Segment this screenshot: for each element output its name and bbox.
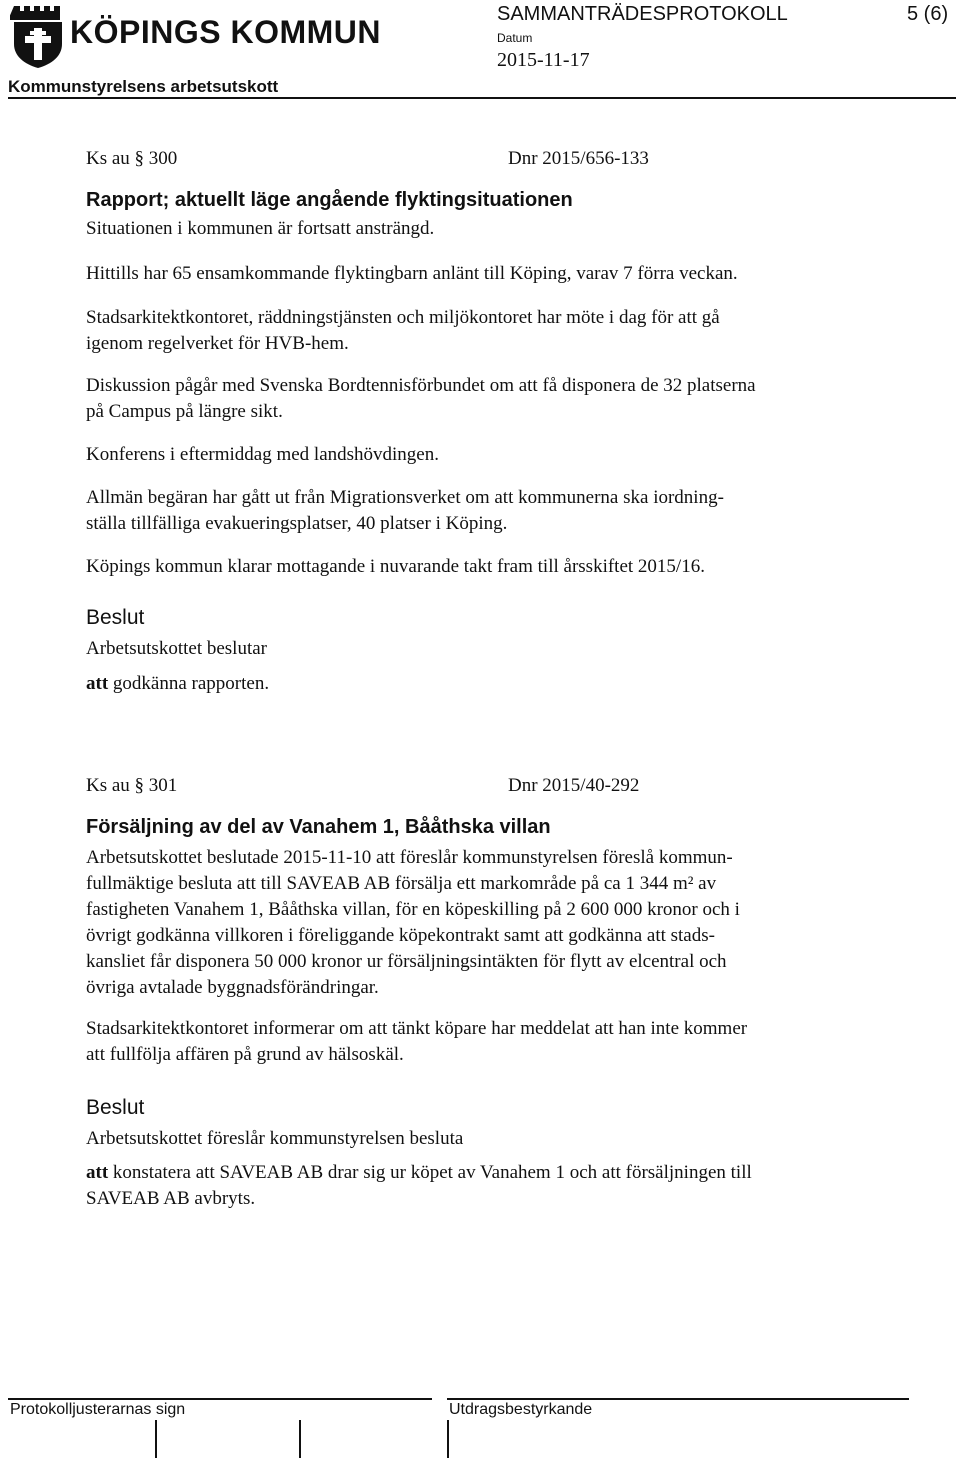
case-paragraph	[86, 261, 886, 287]
committee-name: Kommunstyrelsens arbetsutskott	[8, 77, 279, 96]
text-line: att fullfölja affären på grund av hälsoskäl.	[86, 1044, 404, 1065]
text-line: på Campus på längre sikt.	[86, 401, 283, 422]
text-line: övrigt godkänna villkoren i föreliggande köpekontrakt samt att godkänna att stads-	[86, 925, 715, 946]
header-divider	[8, 97, 956, 99]
text-line: Arbetsutskottet beslutade 2015-11-10 att föreslår kommunstyrelsen föreslå kommun-	[86, 847, 733, 868]
signature-box-divider	[447, 1420, 449, 1458]
case-paragraph	[86, 216, 886, 242]
case-paragraph	[86, 485, 886, 537]
signature-box-divider	[299, 1420, 301, 1458]
date-label: Datum	[497, 31, 533, 45]
text-line: Konferens i eftermiddag med landshövdingen.	[86, 444, 439, 465]
signature-box-divider	[155, 1420, 157, 1458]
date-value: 2015-11-17	[497, 49, 590, 71]
text-line: Köpings kommun klarar mottagande i nuvarande takt fram till årsskiftet 2015/16.	[86, 556, 705, 577]
case-dnr: Dnr 2015/656-133	[508, 148, 649, 169]
text-line: övriga avtalade byggnadsförändringar.	[86, 977, 379, 998]
text-line: ställa tillfälliga evakueringsplatser, 40 platser i Köping.	[86, 513, 508, 534]
text-line: Situationen i kommunen är fortsatt ansträngd.	[86, 218, 435, 239]
case-paragraph	[86, 845, 886, 1001]
page-number: 5 (6)	[907, 3, 949, 25]
text-line: Stadsarkitektkontoret informerar om att tänkt köpare har meddelat att han inte kommer	[86, 1018, 748, 1039]
text-line: Allmän begäran har gått ut från Migrationsverket om att kommunerna ska iordning-	[86, 487, 724, 508]
signature-label: Protokolljusterarnas sign	[10, 1401, 186, 1418]
text-line: Diskussion pågår med Svenska Bordtennisförbundet om att få disponera de 32 platserna	[86, 375, 756, 396]
header-logo	[10, 4, 381, 68]
case-paragraph	[86, 373, 886, 425]
coat-of-arms-icon	[10, 4, 66, 68]
att-keyword: att	[86, 673, 109, 694]
decision-text	[86, 1160, 886, 1212]
org-name: KÖPINGS KOMMUN	[70, 14, 381, 50]
case-paragraph	[86, 442, 886, 468]
case-paragraph	[86, 1016, 886, 1068]
case-reference: Ks au § 301	[86, 775, 178, 796]
text-line	[86, 671, 886, 697]
protocol-title: SAMMANTRÄDESPROTOKOLL	[497, 3, 788, 25]
decision-line: SAVEAB AB avbryts.	[86, 1188, 256, 1209]
decision-intro	[86, 1126, 886, 1152]
text-line: Hittills har 65 ensamkommande flyktingbarn anlänt till Köping, varav 7 förra veckan.	[86, 263, 738, 284]
text-line: kansliet får disponera 50 000 kronor ur försäljningsintäkten för flytt av elcentral och	[86, 951, 727, 972]
case-paragraph	[86, 305, 886, 357]
certification-label: Utdragsbestyrkande	[449, 1401, 593, 1418]
text-line: Arbetsutskottet beslutar	[86, 638, 267, 659]
att-keyword: att	[86, 1162, 109, 1183]
text-line: fastigheten Vanahem 1, Bååthska villan, för en köpeskilling på 2 600 000 kronor och i	[86, 899, 740, 920]
case-reference: Ks au § 300	[86, 148, 178, 169]
text-line: Arbetsutskottet föreslår kommunstyrelsen besluta	[86, 1128, 464, 1149]
decision-intro	[86, 636, 886, 662]
text-line	[86, 1160, 886, 1186]
text-line: igenom regelverket för HVB-hem.	[86, 333, 349, 354]
decision-heading: Beslut	[86, 606, 145, 629]
case-paragraph	[86, 554, 886, 580]
case-dnr: Dnr 2015/40-292	[508, 775, 640, 796]
decision-text	[86, 671, 886, 697]
case-title: Rapport; aktuellt läge angående flyktingsituationen	[86, 189, 573, 211]
case-title: Försäljning av del av Vanahem 1, Bååthska villan	[86, 816, 551, 838]
decision-heading: Beslut	[86, 1096, 145, 1119]
text-line: Stadsarkitektkontoret, räddningstjänsten och miljökontoret har möte i dag för att gå	[86, 307, 720, 328]
decision-line: godkänna rapporten.	[112, 673, 270, 694]
decision-line: konstatera att SAVEAB AB drar sig ur köpet av Vanahem 1 och att försäljningen till	[112, 1162, 752, 1183]
text-line: fullmäktige besluta att till SAVEAB AB försälja ett markområde på ca 1 344 m² av	[86, 873, 717, 894]
